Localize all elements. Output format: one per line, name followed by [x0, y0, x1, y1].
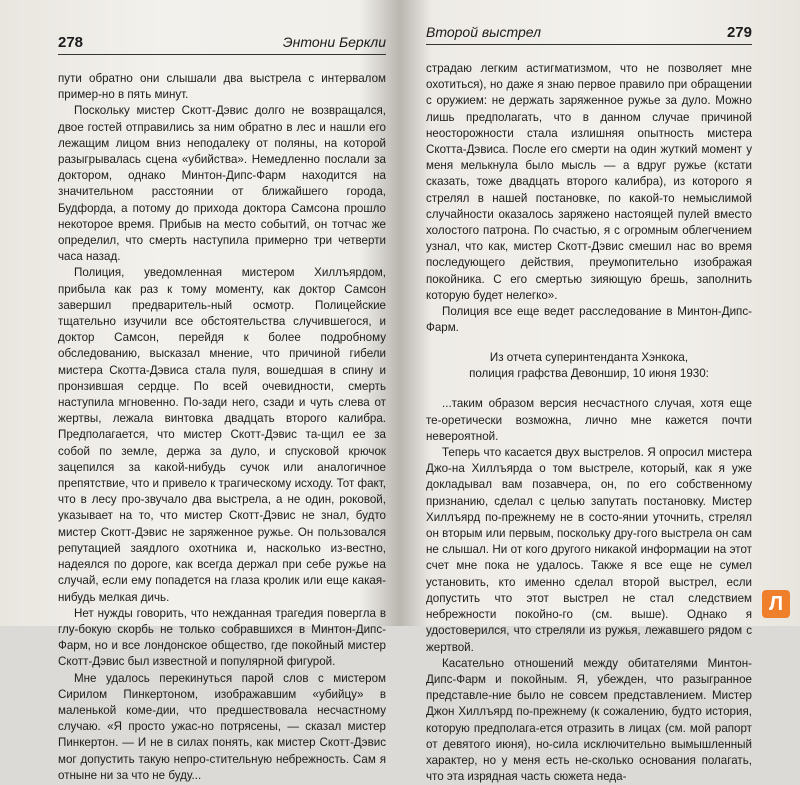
page-number-left: 278	[58, 34, 84, 51]
paragraph: Теперь что касается двух выстрелов. Я опросил мистера Джо-на Хиллъярда о том выстреле, который, как я уже докладывал вам позавчера, он, по его собственному признанию, сделал с целью запутать постановку. Мистер Хиллъярд по-прежнему не в состо-янии уточнить, стрелял он вторым или первым, поскольку дру-гого выстрела он сам не слышал. Ни от кого другого никакой информации на этот счет мне пока не удалось. Также я все еще не сумел установить, кто именно сделал второй выстрел, если допустить что этот выстрел не стал следствием небрежности покойно-го (см. выше). Однако я удостоверился, что стреляли из ружья, лежавшего рядом с жертвой.	[426, 446, 752, 654]
page-number-right: 279	[726, 24, 752, 41]
running-head-title: Второй выстрел	[426, 24, 541, 40]
report-heading	[426, 350, 752, 382]
publisher-logo-icon: Л	[762, 590, 790, 618]
paragraph: Полиция все еще ведет расследование в Минтон-Дипс-Фарм.	[426, 305, 752, 335]
report-heading-line: Из отчета суперинтенданта Хэнкока,	[489, 351, 689, 365]
paragraph: страдаю легким астигматизмом, что не позволяет мне охотиться), но даже я знаю первое правило при обращении с оружием: не держать заряженное ружье за дуло. Можно лишь предполагать, что в данном случае причиной неосторожности стала излишняя опытность мистера Скотта-Дэвиса. После его смерти на один жуткий момент у меня мелькнула было мысль — а вдруг ружье (кстати сказать, тоже двадцать второго калибра), из которого я стрелял в нашей постановке, по какой-то немыслимой случайности оказалось заряжено настоящей пулей вместо холостого патрона. По счастью, я с огромным облегчением узнал, что как, мистер Скотт-Дэвис смешил нас во время последующего действия, преумопительно изображая покойника. С его смертью зияющую брешь, заполнить которую будет нелегко».	[426, 62, 752, 302]
right-page-text	[426, 61, 752, 785]
paragraph: Мне удалось перекинуться парой слов с мистером Сирилом Пинкертоном, изображавшим «убийцу» в маленькой коме-дии, что предшествовала несчастному случаю. «Я просто ужас-но потрясены, — сказал мистер Пинкертон. — И не в силах понять, как мистер Скотт-Дэвис мог допустить такую непро-стительную небрежность. Сам я отныне ни за что не буду...	[58, 671, 386, 782]
paragraph: Поскольку мистер Скотт-Дэвис долго не возвращался, двое гостей отправились за ним обратно в лес и нашли его лежащим лицом вниз неподалеку от поляны, на которой разыгрывалась сцена «убийства». Немедленно послали за доктором, однако Минтон-Дипс-Фарм находится на значительном расстоянии от ближайшего города, Будфорда, а потому до прихода доктора Самсона прошло некоторое время. Прибыв на место событий, он тотчас же определил, что смерть наступила примерно три четверти часа назад.	[58, 104, 386, 264]
paragraph: Нет нужды говорить, что нежданная трагедия повергла в глу-бокую скорбь не только собравшихся в Минтон-Дипс-Фарм, но и все лондонское общество, где покойный мистер Скотт-Дэвис был известной и популярной фигурой.	[58, 606, 386, 669]
running-head-author: Энтони Беркли	[282, 34, 386, 50]
paragraph: Полиция, уведомленная мистером Хиллъярдом, прибыла как раз к тому моменту, как доктор Самсон завершил предваритель-ный осмотр. Полицейские тщательно изучили все обстоятельства случившегося, и доктор Самсон, перейдя к более подробному обследованию, высказал мнение, что причиной гибели мистера Скотта-Дэвиса стала пуля, вошедшая в спину и пронзившая сердце. По всей очевидности, смерть наступила мгновенно. По-зади него, сзади и чуть слева от жертвы, лежала винтовка двадцать второго калибра. Предполагается, что мистер Скотт-Дэвис та-щил ее за собой по земле, держа за дуло, и спусковой крючок зацепился за какой-нибудь сучок или аналогичное препятствие, что и привело к трагическому исходу. Тот факт, что в лесу про-звучало два выстрела, а не один, роковой, указывает на то, что мистер Скотт-Дэвис не знал, будто мистер Скотт-Дэвис не заряженное ружье. Он пользовался репутацией заядлого охотника и, насколько из-вестно, надеялся по дороге, как всегда держал при себе ружье на случай, если ему попадется на глаза кролик или еще какая-нибудь мелкая дичь.	[58, 266, 386, 604]
paragraph: ...таким образом версия несчастного случая, хотя еще те-оретически возможна, лично мне кажется почти невероятной.	[426, 397, 752, 443]
paragraph: пути обратно они слышали два выстрела с интервалом пример-но в пять минут.	[58, 72, 386, 102]
report-heading-line: полиция графства Девоншир, 10 июня 1930:	[469, 367, 709, 381]
paragraph: Касательно отношений между обитателями Минтон-Дипс-Фарм и покойным. Я, убежден, что разыгранное представле-ние было не совсем представлением. Мистер Джон Хиллъярд по-прежнему (к сожалению, будто история, которую предполага-ется отразить в лицах (см. мой рапорт от девятого июня), но-сила исключительно вымышленный характер, но у меня есть не-сколько основания полагать, что эта изрядная часть сюжета неда-	[426, 656, 752, 784]
left-page-text	[58, 71, 386, 784]
left-page	[0, 0, 398, 782]
right-page	[404, 0, 800, 784]
left-page-header	[58, 34, 386, 55]
right-page-header	[426, 24, 752, 45]
